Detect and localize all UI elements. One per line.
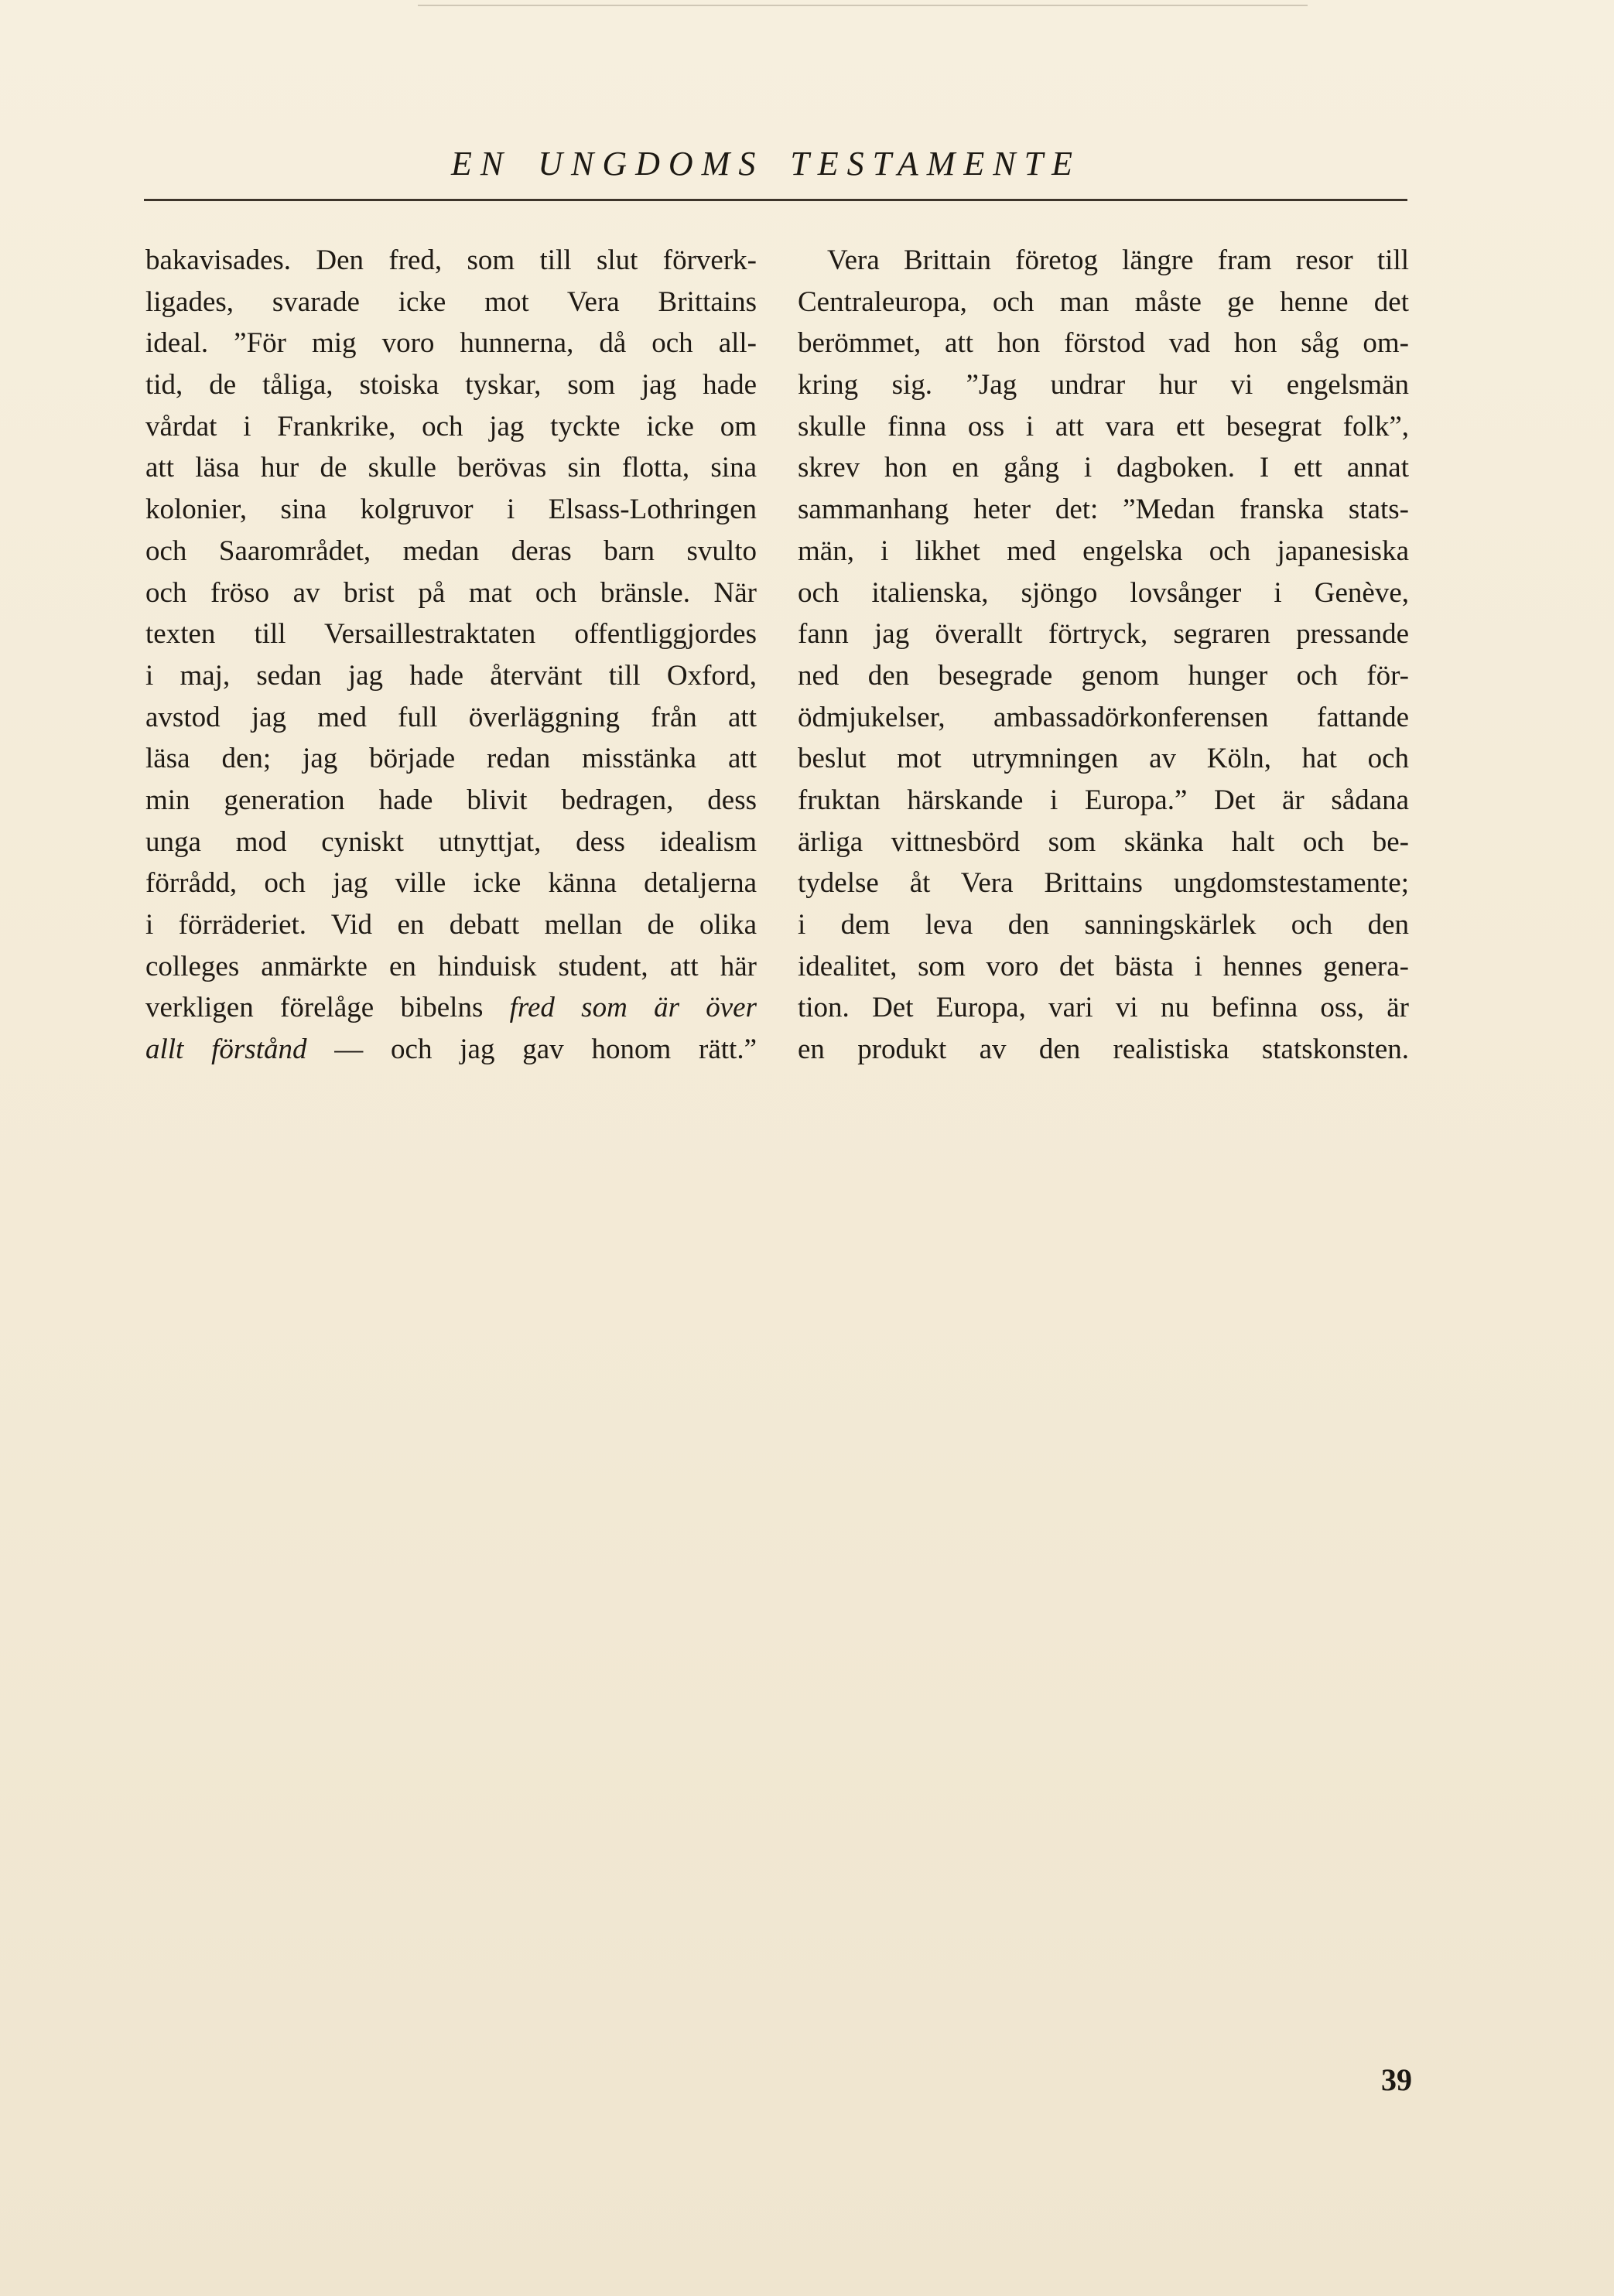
running-title: EN UNGDOMS TESTAMENTE [451,145,1081,183]
text-line: min generation hade blivit bedragen, dess [145,784,757,816]
text-line: skrev hon en gång i dagboken. I ett annat [798,452,1409,484]
text-line-with-italic [145,1029,757,1071]
text-line: bakavisades. Den fred, som till slut förverk- [145,244,757,276]
text-line: tid, de tåliga, stoiska tyskar, som jag hade [145,369,757,401]
text-line: ideal. ”För mig voro hunnerna, då och all- [145,327,757,360]
text-line: avstod jag med full överläggning från att [145,701,757,733]
text-line: läsa den; jag började redan misstänka att [145,743,757,775]
text-line: i förräderiet. Vid en debatt mellan de olika [145,909,757,941]
page-top-edge [418,5,1308,6]
text-line: ned den besegrade genom hunger och för- [798,659,1409,692]
right-column [798,240,1409,1071]
text-line: och Saarområdet, medan deras barn svulto [145,535,757,567]
text-line: ärliga vittnesbörd som skänka halt och be- [798,825,1409,858]
text-line: en produkt av den realistiska statskonsten. [798,1034,1409,1066]
text-run: — och jag gav honom rätt.” [306,1034,757,1066]
text-line: i dem leva den sanningskärlek och den [798,909,1409,941]
text-line: män, i likhet med engelska och japanesiska [798,535,1409,567]
italic-quote: fred som är över [509,992,757,1024]
text-line: texten till Versaillestraktaten offentliggjordes [145,618,757,651]
text-line: idealitet, som voro det bästa i hennes genera- [798,950,1409,982]
text-line: Vera Brittain företog längre fram resor till [827,244,1409,276]
text-run: verkligen förelåge bibelns [145,992,510,1024]
text-line: tydelse åt Vera Brittains ungdomstestamente; [798,867,1409,900]
text-line: tion. Det Europa, vari vi nu befinna oss, är [798,992,1409,1024]
text-line: fruktan härskande i Europa.” Det är sådana [798,784,1409,816]
text-line: att läsa hur de skulle berövas sin flotta, sina [145,452,757,484]
text-line: berömmet, att hon förstod vad hon såg om- [798,327,1409,360]
left-column [145,240,757,1071]
text-line: beslut mot utrymningen av Köln, hat och [798,743,1409,775]
text-line: sammanhang heter det: ”Medan franska stats- [798,494,1409,526]
text-line: och fröso av brist på mat och bränsle. När [145,576,757,609]
italic-quote: allt förstånd [145,1034,307,1066]
text-line: ligades, svarade icke mot Vera Brittains [145,285,757,318]
text-line-with-italic [145,987,757,1029]
text-line: fann jag överallt förtryck, segraren pressande [798,618,1409,651]
text-line: skulle finna oss i att vara ett besegrat folk”, [798,410,1409,442]
text-line: vårdat i Frankrike, och jag tyckte icke om [145,410,757,442]
text-line: colleges anmärkte en hinduisk student, att här [145,950,757,982]
text-line: i maj, sedan jag hade återvänt till Oxford, [145,659,757,692]
header-rule [144,199,1407,201]
text-line: ödmjukelser, ambassadörkonferensen fattande [798,701,1409,733]
text-line: unga mod cyniskt utnyttjat, dess idealism [145,825,757,858]
text-line: Centraleuropa, och man måste ge henne det [798,285,1409,318]
text-line: kolonier, sina kolgruvor i Elsass-Lothringen [145,494,757,526]
text-line: och italienska, sjöngo lovsånger i Genève, [798,576,1409,609]
text-line: kring sig. ”Jag undrar hur vi engelsmän [798,369,1409,401]
text-line: förrådd, och jag ville icke känna detaljerna [145,867,757,900]
page-number: 39 [1381,2062,1412,2097]
